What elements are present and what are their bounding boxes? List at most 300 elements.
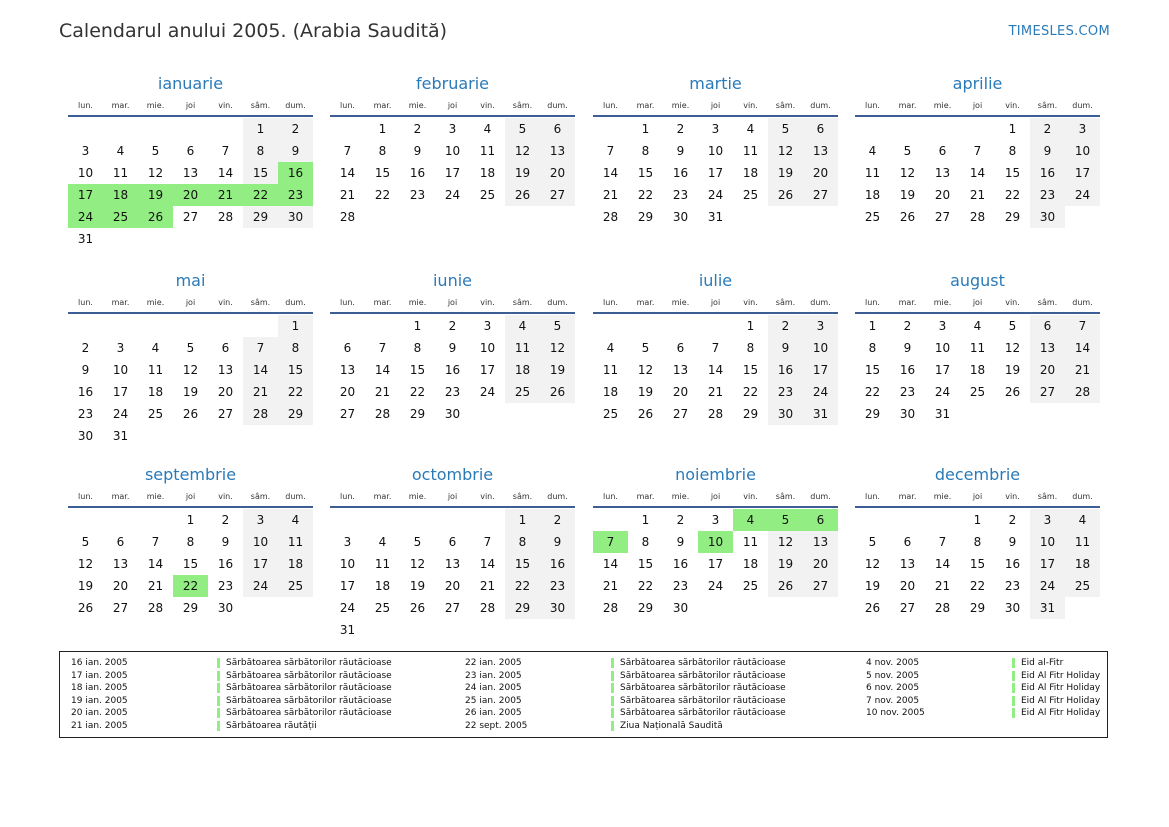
day-cell: 26	[637, 407, 654, 421]
weekday-label: lun.	[340, 101, 355, 110]
day-cell: 8	[641, 144, 650, 158]
legend-row	[866, 695, 1169, 708]
empty-cell	[925, 118, 960, 140]
day-cell: 20	[899, 579, 916, 593]
day-cell: 11	[374, 557, 391, 571]
holiday-name: Eid al-Fitr	[1021, 658, 1064, 668]
day-cell: 8	[641, 535, 650, 549]
day-cell: 1	[868, 319, 877, 333]
day-cell: 25	[147, 407, 164, 421]
weekday-label: mar.	[898, 492, 917, 501]
legend-row	[71, 707, 451, 720]
day-cell: 6	[221, 341, 230, 355]
legend-row	[71, 670, 451, 683]
day-cell: 14	[243, 359, 278, 381]
weekday-label: vin.	[480, 298, 495, 307]
holiday-color-marker	[611, 658, 614, 668]
day-cell: 3	[343, 535, 352, 549]
weekday-label: mie.	[933, 101, 952, 110]
day-cell: 8	[746, 341, 755, 355]
day-cell: 22	[409, 385, 426, 399]
day-cell: 6	[343, 341, 352, 355]
holiday-color-marker	[217, 658, 220, 668]
day-cell: 4	[116, 144, 125, 158]
empty-cell	[330, 315, 365, 337]
day-cell: 4	[151, 341, 160, 355]
day-cell: 9	[768, 337, 803, 359]
day-cell: 11	[147, 363, 164, 377]
legend-row	[465, 682, 845, 695]
day-cell: 8	[868, 341, 877, 355]
weekday-label: mar.	[111, 101, 130, 110]
day-cell: 23	[1004, 579, 1021, 593]
legend-row	[866, 682, 1169, 695]
empty-cell	[173, 315, 208, 337]
day-cell: 23	[672, 188, 689, 202]
empty-cell	[173, 118, 208, 140]
day-cell: 2	[448, 319, 457, 333]
day-cell: 14	[602, 557, 619, 571]
weekday-header	[68, 297, 313, 314]
day-cell: 9	[676, 144, 685, 158]
day-cell: 5	[903, 144, 912, 158]
weekday-header	[593, 491, 838, 508]
day-cell: 6	[116, 535, 125, 549]
weekday-label: mie.	[146, 492, 165, 501]
weekday-label: dum.	[1072, 298, 1093, 307]
day-cell: 27	[899, 601, 916, 615]
day-cell: 29	[969, 601, 986, 615]
weekday-label: vin.	[218, 298, 233, 307]
month-name: septembrie	[144, 465, 237, 484]
legend-row	[71, 657, 451, 670]
weekday-header	[593, 297, 838, 314]
day-cell: 3	[81, 144, 90, 158]
day-cell: 6	[803, 509, 838, 531]
empty-cell	[103, 315, 138, 337]
holiday-date: 22 sept. 2005	[465, 720, 528, 731]
empty-cell	[435, 509, 470, 531]
day-cell: 13	[217, 363, 234, 377]
day-cell: 7	[343, 144, 352, 158]
day-cell: 5	[768, 118, 803, 140]
empty-cell	[243, 315, 278, 337]
day-cell: 4	[973, 319, 982, 333]
day-cell: 11	[969, 341, 986, 355]
weekday-label: lun.	[603, 298, 618, 307]
weekday-label: vin.	[743, 101, 758, 110]
day-cell: 24	[444, 188, 461, 202]
weekday-label: dum.	[547, 298, 568, 307]
day-cell: 13	[672, 363, 689, 377]
holiday-date: 19 ian. 2005	[71, 695, 128, 706]
holiday-color-marker	[611, 721, 614, 731]
weekday-header	[330, 491, 575, 508]
day-cell: 27	[217, 407, 234, 421]
legend-row	[71, 682, 451, 695]
day-cell: 31	[803, 403, 838, 425]
weekday-header	[593, 100, 838, 117]
day-cell: 24	[707, 579, 724, 593]
day-cell: 29	[637, 210, 654, 224]
day-cell: 5	[768, 509, 803, 531]
weekday-label: dum.	[810, 492, 831, 501]
day-cell: 21	[602, 188, 619, 202]
day-cell: 12	[899, 166, 916, 180]
month-ianuarie	[68, 74, 313, 250]
day-cell: 21	[374, 385, 391, 399]
day-cell: 25	[742, 579, 759, 593]
weekday-label: vin.	[218, 492, 233, 501]
day-cell: 12	[637, 363, 654, 377]
month-martie	[593, 74, 838, 228]
day-cell: 23	[540, 575, 575, 597]
empty-cell	[890, 118, 925, 140]
legend-column	[866, 657, 1169, 720]
days-grid	[855, 315, 1100, 425]
empty-cell	[698, 315, 733, 337]
day-cell: 1	[1008, 122, 1017, 136]
weekday-label: dum.	[285, 492, 306, 501]
day-cell: 23	[444, 385, 461, 399]
day-cell: 9	[413, 144, 422, 158]
day-cell: 13	[803, 531, 838, 553]
day-cell: 15	[409, 363, 426, 377]
legend-row	[866, 657, 1169, 670]
day-cell: 19	[637, 385, 654, 399]
day-cell: 30	[444, 407, 461, 421]
holiday-name: Sărbătoarea sărbătorilor răutăcioase	[620, 695, 786, 706]
empty-cell	[890, 509, 925, 531]
empty-cell	[628, 315, 663, 337]
holiday-color-marker	[217, 721, 220, 731]
weekday-label: dum.	[810, 298, 831, 307]
day-cell: 28	[602, 210, 619, 224]
day-cell: 21	[208, 184, 243, 206]
day-cell: 27	[1030, 381, 1065, 403]
day-cell: 18	[1065, 553, 1100, 575]
day-cell: 4	[868, 144, 877, 158]
holiday-color-marker	[217, 708, 220, 718]
day-cell: 27	[182, 210, 199, 224]
day-cell: 11	[742, 144, 759, 158]
day-cell: 12	[505, 140, 540, 162]
legend-row	[465, 707, 845, 720]
empty-cell	[68, 315, 103, 337]
weekday-label: vin.	[480, 492, 495, 501]
day-cell: 30	[540, 597, 575, 619]
weekday-label: mar.	[898, 101, 917, 110]
day-cell: 2	[81, 341, 90, 355]
day-cell: 17	[479, 363, 496, 377]
day-cell: 6	[676, 341, 685, 355]
day-cell: 21	[243, 381, 278, 403]
day-cell: 3	[1030, 509, 1065, 531]
day-cell: 1	[186, 513, 195, 527]
day-cell: 6	[186, 144, 195, 158]
day-cell: 9	[676, 535, 685, 549]
day-cell: 17	[444, 166, 461, 180]
day-cell: 8	[243, 140, 278, 162]
day-cell: 29	[278, 403, 313, 425]
day-cell: 12	[1004, 341, 1021, 355]
day-cell: 4	[483, 122, 492, 136]
day-cell: 30	[672, 601, 689, 615]
day-cell: 21	[969, 188, 986, 202]
empty-cell	[593, 315, 628, 337]
day-cell: 9	[448, 341, 457, 355]
day-cell: 31	[1030, 597, 1065, 619]
day-cell: 20	[173, 184, 208, 206]
day-cell: 2	[768, 315, 803, 337]
day-cell: 26	[768, 184, 803, 206]
weekday-label: mie.	[671, 298, 690, 307]
day-cell: 1	[746, 319, 755, 333]
day-cell: 12	[540, 337, 575, 359]
day-cell: 27	[540, 184, 575, 206]
day-cell: 23	[409, 188, 426, 202]
day-cell: 14	[147, 557, 164, 571]
weekday-label: lun.	[340, 492, 355, 501]
day-cell: 1	[505, 509, 540, 531]
day-cell: 18	[864, 188, 881, 202]
days-grid	[593, 509, 838, 619]
weekday-label: mie.	[933, 298, 952, 307]
day-cell: 1	[973, 513, 982, 527]
weekday-label: mie.	[146, 298, 165, 307]
holiday-color-marker	[611, 671, 614, 681]
day-cell: 18	[742, 166, 759, 180]
empty-cell	[470, 509, 505, 531]
day-cell: 7	[243, 337, 278, 359]
weekday-label: mar.	[636, 492, 655, 501]
day-cell: 29	[742, 407, 759, 421]
legend-row	[465, 657, 845, 670]
days-grid	[68, 509, 313, 619]
day-cell: 14	[602, 166, 619, 180]
day-cell: 20	[112, 579, 129, 593]
weekday-label: dum.	[1072, 101, 1093, 110]
day-cell: 14	[217, 166, 234, 180]
weekday-header	[68, 100, 313, 117]
day-cell: 19	[768, 162, 803, 184]
weekday-label: joi	[710, 298, 721, 307]
day-cell: 27	[803, 184, 838, 206]
brand-logo[interactable]: TIMESLES.COM	[1008, 24, 1110, 39]
day-cell: 7	[151, 535, 160, 549]
day-cell: 27	[339, 407, 356, 421]
day-cell: 31	[112, 429, 129, 443]
day-cell: 16	[77, 385, 94, 399]
day-cell: 23	[899, 385, 916, 399]
holiday-date: 26 ian. 2005	[465, 708, 522, 719]
empty-cell	[855, 509, 890, 531]
day-cell: 15	[637, 557, 654, 571]
day-cell: 16	[217, 557, 234, 571]
holiday-color-marker	[217, 671, 220, 681]
weekday-label: sâm.	[512, 101, 533, 110]
day-cell: 17	[68, 184, 103, 206]
weekday-label: vin.	[480, 101, 495, 110]
weekday-label: lun.	[865, 101, 880, 110]
weekday-label: mar.	[111, 492, 130, 501]
day-cell: 27	[444, 601, 461, 615]
holiday-name: Sărbătoarea sărbătorilor răutăcioase	[226, 658, 392, 668]
day-cell: 5	[1008, 319, 1017, 333]
weekday-label: joi	[447, 492, 458, 501]
legend-row	[866, 707, 1169, 720]
day-cell: 28	[339, 210, 356, 224]
weekday-label: sâm.	[250, 298, 271, 307]
holiday-name: Sărbătoarea răutății	[226, 720, 317, 731]
day-cell: 21	[707, 385, 724, 399]
day-cell: 23	[672, 579, 689, 593]
day-cell: 14	[339, 166, 356, 180]
empty-cell	[365, 315, 400, 337]
day-cell: 10	[1030, 531, 1065, 553]
day-cell: 23	[278, 184, 313, 206]
holiday-name: Sărbătoarea sărbătorilor răutăcioase	[226, 695, 392, 706]
day-cell: 24	[1065, 184, 1100, 206]
day-cell: 16	[1030, 162, 1065, 184]
weekday-label: mar.	[898, 298, 917, 307]
weekday-label: dum.	[547, 492, 568, 501]
day-cell: 30	[77, 429, 94, 443]
day-cell: 29	[864, 407, 881, 421]
day-cell: 27	[934, 210, 951, 224]
day-cell: 7	[221, 144, 230, 158]
holiday-date: 24 ian. 2005	[465, 683, 522, 694]
weekday-label: joi	[447, 101, 458, 110]
day-cell: 28	[374, 407, 391, 421]
empty-cell	[138, 315, 173, 337]
day-cell: 3	[243, 509, 278, 531]
day-cell: 24	[112, 407, 129, 421]
day-cell: 24	[479, 385, 496, 399]
day-cell: 21	[602, 579, 619, 593]
day-cell: 3	[1065, 118, 1100, 140]
day-cell: 4	[378, 535, 387, 549]
month-decembrie	[855, 465, 1100, 619]
empty-cell	[365, 509, 400, 531]
day-cell: 8	[186, 535, 195, 549]
day-cell: 22	[637, 188, 654, 202]
weekday-label: mie.	[408, 101, 427, 110]
day-cell: 10	[243, 531, 278, 553]
holiday-name: Eid Al Fitr Holiday	[1021, 708, 1101, 719]
day-cell: 18	[602, 385, 619, 399]
page-title: Calendarul anului 2005. (Arabia Saudită)	[59, 20, 448, 42]
legend-column	[71, 657, 451, 733]
day-cell: 9	[903, 341, 912, 355]
month-aprilie	[855, 74, 1100, 228]
holiday-date: 22 ian. 2005	[465, 658, 522, 668]
empty-cell	[103, 509, 138, 531]
day-cell: 15	[505, 553, 540, 575]
weekday-label: joi	[185, 101, 196, 110]
day-cell: 22	[742, 385, 759, 399]
day-cell: 5	[151, 144, 160, 158]
day-cell: 7	[973, 144, 982, 158]
month-februarie	[330, 74, 575, 228]
month-iunie	[330, 271, 575, 425]
weekday-label: mar.	[636, 298, 655, 307]
day-cell: 10	[1065, 140, 1100, 162]
weekday-label: dum.	[1072, 492, 1093, 501]
holiday-date: 6 nov. 2005	[866, 683, 920, 694]
weekday-label: sâm.	[775, 101, 796, 110]
holiday-color-marker	[1012, 683, 1015, 693]
holiday-date: 4 nov. 2005	[866, 658, 920, 668]
day-cell: 27	[803, 575, 838, 597]
day-cell: 22	[278, 381, 313, 403]
day-cell: 19	[899, 188, 916, 202]
weekday-label: mie.	[671, 101, 690, 110]
day-cell: 22	[1004, 188, 1021, 202]
day-cell: 29	[243, 206, 278, 228]
day-cell: 9	[221, 535, 230, 549]
month-name: iunie	[432, 271, 472, 290]
legend-row	[71, 720, 451, 733]
day-cell: 24	[803, 381, 838, 403]
day-cell: 26	[138, 206, 173, 228]
day-cell: 31	[339, 623, 356, 637]
day-cell: 7	[711, 341, 720, 355]
day-cell: 22	[637, 579, 654, 593]
day-cell: 16	[409, 166, 426, 180]
day-cell: 19	[505, 162, 540, 184]
month-name: iulie	[698, 271, 733, 290]
day-cell: 10	[698, 531, 733, 553]
day-cell: 6	[1030, 315, 1065, 337]
day-cell: 24	[1030, 575, 1065, 597]
day-cell: 17	[243, 553, 278, 575]
day-cell: 16	[444, 363, 461, 377]
weekday-header	[330, 297, 575, 314]
day-cell: 15	[374, 166, 391, 180]
day-cell: 11	[742, 535, 759, 549]
holiday-legend	[59, 651, 1108, 738]
day-cell: 16	[768, 359, 803, 381]
day-cell: 11	[602, 363, 619, 377]
empty-cell	[330, 509, 365, 531]
day-cell: 28	[217, 210, 234, 224]
day-cell: 28	[707, 407, 724, 421]
day-cell: 13	[803, 140, 838, 162]
day-cell: 18	[374, 579, 391, 593]
day-cell: 13	[1030, 337, 1065, 359]
day-cell: 2	[413, 122, 422, 136]
holiday-name: Ziua Națională Saudită	[620, 720, 723, 731]
weekday-label: sâm.	[1037, 298, 1058, 307]
holiday-date: 20 ian. 2005	[71, 708, 128, 719]
month-august	[855, 271, 1100, 425]
day-cell: 13	[339, 363, 356, 377]
day-cell: 4	[606, 341, 615, 355]
day-cell: 15	[637, 166, 654, 180]
day-cell: 20	[1030, 359, 1065, 381]
weekday-label: dum.	[285, 101, 306, 110]
day-cell: 16	[899, 363, 916, 377]
day-cell: 13	[444, 557, 461, 571]
holiday-date: 21 ian. 2005	[71, 720, 128, 731]
day-cell: 15	[182, 557, 199, 571]
day-cell: 26	[864, 601, 881, 615]
day-cell: 26	[1004, 385, 1021, 399]
day-cell: 8	[505, 531, 540, 553]
empty-cell	[960, 118, 995, 140]
holiday-date: 18 ian. 2005	[71, 683, 128, 694]
